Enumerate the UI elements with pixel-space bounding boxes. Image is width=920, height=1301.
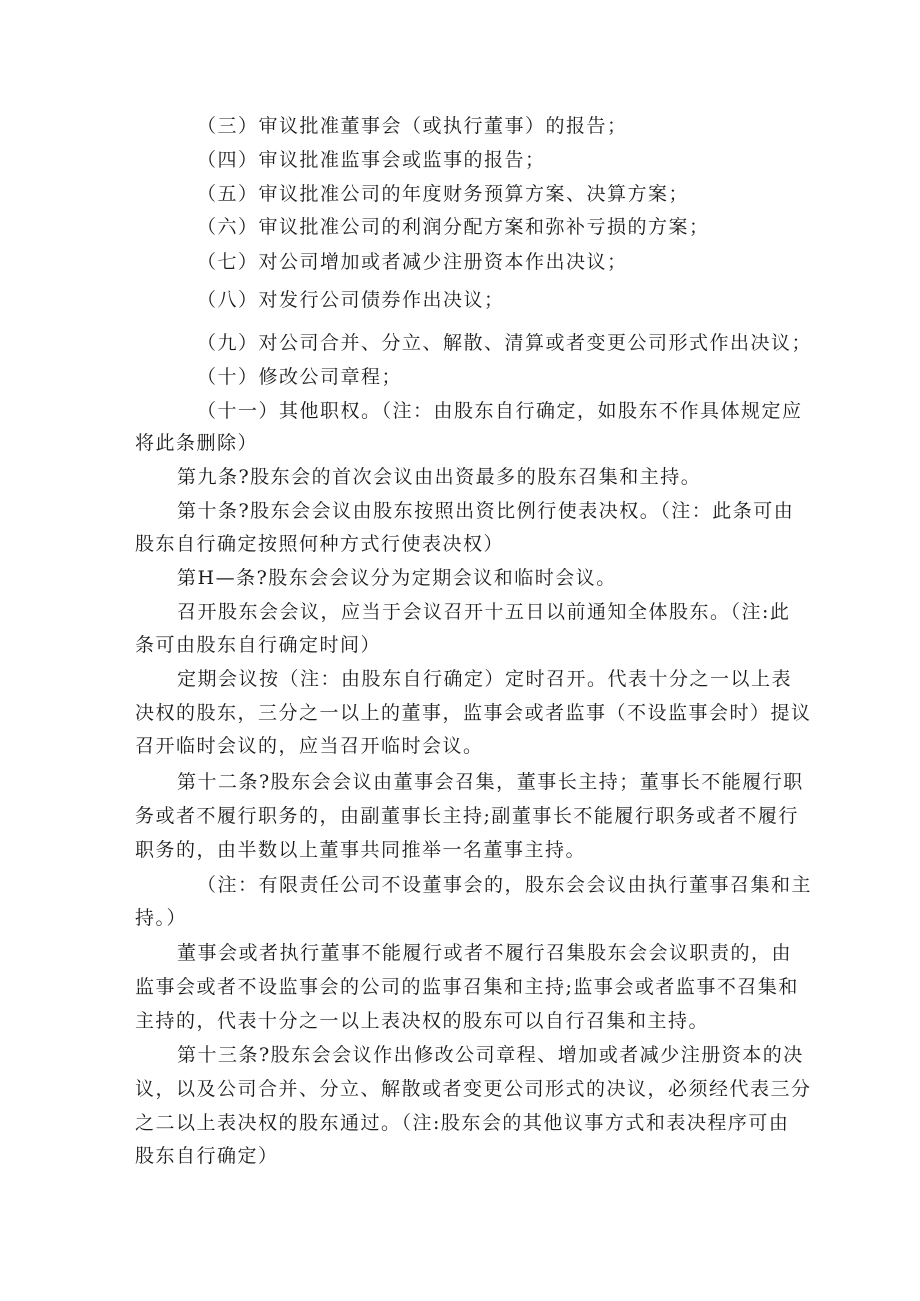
text-line: 董事会或者执行董事不能履行或者不履行召集股东会会议职责的，由 xyxy=(177,942,793,964)
text-line: 召开股东会会议，应当于会议召开十五日以前通知全体股东。（注:此 xyxy=(177,601,791,623)
text-line: 股东自行确定） xyxy=(135,1145,279,1167)
text-line: （五）审议批准公司的年度财务预算方案、决算方案； xyxy=(197,183,690,205)
text-line: 第十三条?股东会会议作出修改公司章程、增加或者减少注册资本的决 xyxy=(177,1044,804,1066)
text-line: 务或者不履行职务的，由副董事长主持;副董事长不能履行职务或者不履行 xyxy=(135,805,799,827)
text-line: （六）审议批准公司的利润分配方案和弥补亏损的方案； xyxy=(197,216,710,238)
text-line: 主持的，代表十分之一以上表决权的股东可以自行召集和主持。 xyxy=(135,1010,710,1032)
text-line: （八）对发行公司债券作出决议； xyxy=(197,289,505,311)
text-line: 决权的股东，三分之一以上的董事，监事会或者监事（不设监事会时）提议 xyxy=(135,702,812,724)
text-line: 召开临时会议的，应当召开临时会议。 xyxy=(135,735,484,757)
text-line: 第十二条?股东会会议由董事会召集，董事长主持；董事长不能履行职 xyxy=(177,771,804,793)
text-line: 议，以及公司合并、分立、解散或者变更公司形式的决议，必须经代表三分 xyxy=(135,1078,812,1100)
text-line: 第十条?股东会会议由股东按照出资比例行使表决权。（注：此条可由 xyxy=(177,500,795,522)
text-line: 第九条?股东会的首次会议由出资最多的股东召集和主持。 xyxy=(177,466,702,488)
text-line: （注：有限责任公司不设董事会的，股东会会议由执行董事召集和主 xyxy=(197,874,813,896)
text-line: （四）审议批准监事会或监事的报告； xyxy=(197,149,546,171)
text-line: 之二以上表决权的股东通过。（注:股东会的其他议事方式和表决程序可由 xyxy=(135,1112,790,1134)
text-line: （七）对公司增加或者减少注册资本作出决议； xyxy=(197,251,628,273)
text-line: 股东自行确定按照何种方式行使表决权） xyxy=(135,533,505,555)
text-line: （十）修改公司章程； xyxy=(197,366,403,388)
text-line: 持。） xyxy=(135,907,188,929)
text-line: （三）审议批准董事会（或执行董事）的报告； xyxy=(197,115,628,137)
text-line: （九）对公司合并、分立、解散、清算或者变更公司形式作出决议； xyxy=(197,332,813,354)
text-line: 职务的，由半数以上董事共同推举一名董事主持。 xyxy=(135,839,587,861)
text-line: 将此条删除） xyxy=(135,432,259,454)
text-line: 第H—条?股东会会议分为定期会议和临时会议。 xyxy=(177,567,617,589)
text-line: 监事会或者不设监事会的公司的监事召集和主持;监事会或者监事不召集和 xyxy=(135,976,799,998)
text-line: （十一）其他职权。（注：由股东自行确定，如股东不作具体规定应 xyxy=(197,400,803,422)
text-line: 条可由股东自行确定时间） xyxy=(135,634,382,656)
text-line: 定期会议按（注：由股东自行确定）定时召开。代表十分之一以上表 xyxy=(177,668,793,690)
